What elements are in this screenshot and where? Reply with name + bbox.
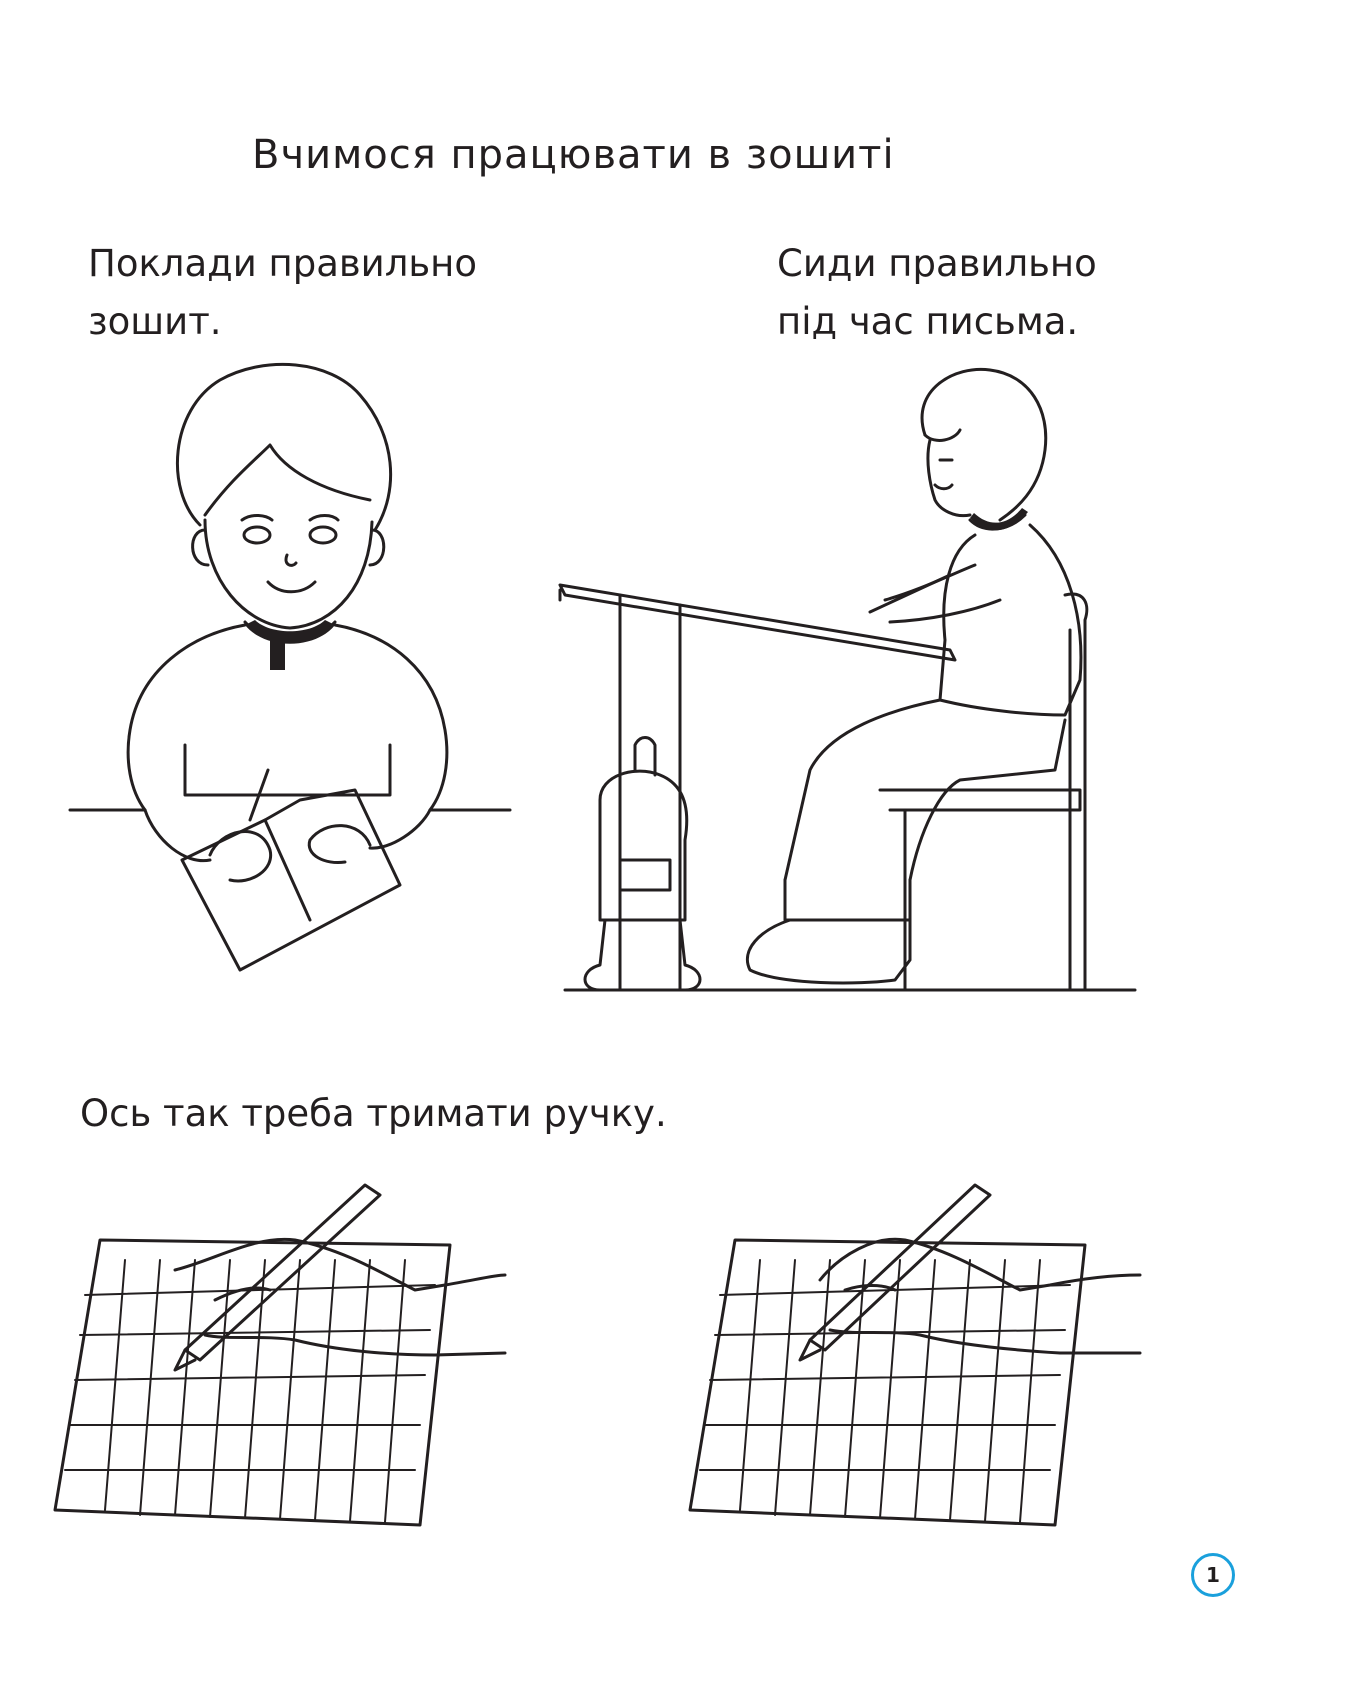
caption-notebook-line1: Поклади правильно: [88, 242, 478, 285]
caption-notebook-line2: зошит.: [88, 300, 222, 343]
caption-sitting-line2: під час письма.: [777, 300, 1079, 343]
hand-holding-pen-left: [55, 1165, 505, 1565]
page-number-badge: 1: [1191, 1553, 1235, 1597]
caption-sitting-line1: Сиди правильно: [777, 242, 1097, 285]
caption-sitting: [777, 235, 1097, 351]
page-title: Вчимося працювати в зошиті: [252, 132, 895, 178]
caption-pen: Ось так треба тримати ручку.: [80, 1092, 667, 1135]
hand-holding-pen-right: [690, 1165, 1140, 1565]
caption-notebook: [88, 235, 477, 351]
boy-at-desk-illustration: [560, 350, 1140, 1000]
boy-with-notebook-illustration: [70, 350, 510, 1000]
